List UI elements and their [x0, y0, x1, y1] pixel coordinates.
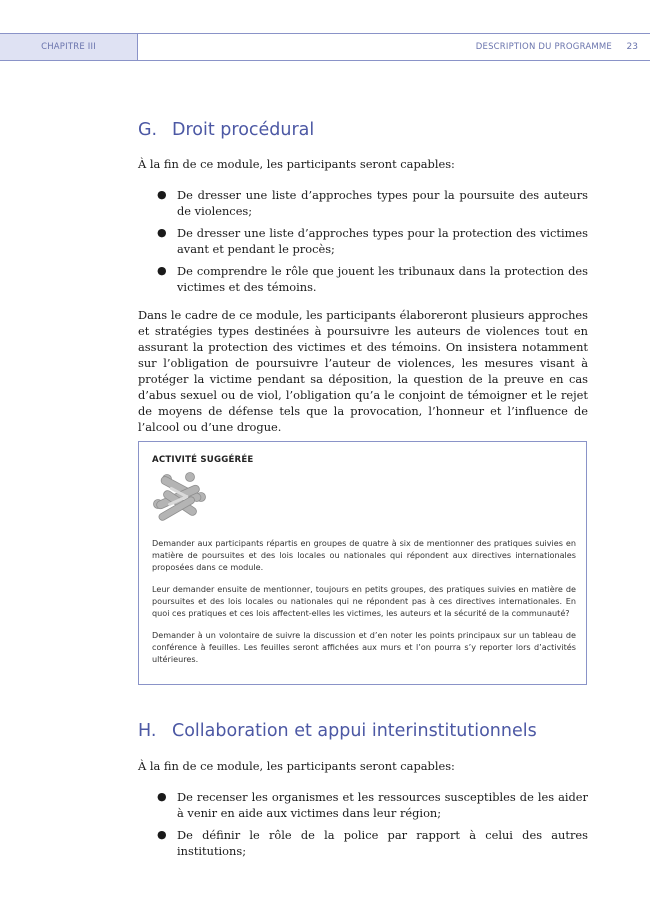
section-g-paragraph: Dans le cadre de ce module, les participants élaboreront plusieurs approches et stratégies types destinées à poursuivre les auteurs de violences tout en assurant la protection des victimes et des témoins. On insistera notamment sur l’obligation de poursuivre l’auteur de violences, les mesures visant à protéger la victime pendant sa déposition, la question de la preuve en cas d’abus sexuel ou de viol, l’obligation qu’a le conjoint de témoigner et le rejet de moyens de défense tels que la provocation, l’honneur et l’influence de l’alcool ou d’une drogue. — [138, 308, 588, 434]
section-h-letter: H. — [138, 721, 157, 741]
list-item: ● De dresser une liste d’approches types pour la poursuite des auteurs de violences; — [157, 188, 588, 218]
section-g-title-text: Droit procédural — [172, 120, 315, 140]
list-item: ● De dresser une liste d’approches types pour la protection des victimes avant et pendant le procès; — [157, 226, 588, 256]
section-h-bullet-list — [138, 789, 588, 865]
list-item: ● De comprendre le rôle que jouent les tribunaux dans la protection des victimes et des témoins. — [157, 264, 588, 294]
section-g-bullet-list — [138, 187, 588, 301]
activity-paragraph: Demander à un volontaire de suivre la discussion et d’en noter les points principaux sur un tableau de conférence à feuilles. Les feuilles seront affichées aux murs et l’on pourra s’y reporter lors d’activités ultérieures. — [152, 630, 576, 664]
section-g-title — [138, 120, 314, 140]
activity-paragraph: Demander aux participants répartis en groupes de quatre à six de mentionner des pratiques suivies en matière de poursuites et des lois locales ou nationales qui répondent aux directives internationales proposées dans ce module. — [152, 538, 576, 572]
bullet-icon: ● — [157, 188, 167, 201]
bullet-icon: ● — [157, 790, 167, 803]
bullet-icon: ● — [157, 226, 167, 239]
section-g-intro: À la fin de ce module, les participants seront capables: — [138, 157, 455, 171]
suggested-activity-box — [138, 441, 587, 685]
people-group-icon — [149, 471, 211, 523]
running-header — [0, 33, 650, 61]
activity-paragraph: Leur demander ensuite de mentionner, toujours en petits groupes, des pratiques suivies en matière de poursuites et des lois locales ou nationales qui ne répondent pas à ces directives internationales. En quoi ces pratiques et ces lois affectent-elles les victimes, les auteurs et la sécurité de la communauté? — [152, 584, 576, 618]
chapter-label: CHAPITRE III — [0, 34, 138, 60]
bullet-icon: ● — [157, 828, 167, 841]
list-item: ● De recenser les organismes et les ressources susceptibles de les aider à venir en aide aux victimes dans leur région; — [157, 790, 588, 820]
section-label: DESCRIPTION DU PROGRAMME — [475, 42, 612, 52]
page-number: 23 — [626, 42, 638, 52]
activity-title: ACTIVITÉ SUGGÉRÉE — [152, 455, 254, 465]
list-item: ● De définir le rôle de la police par rapport à celui des autres institutions; — [157, 828, 588, 858]
section-h-title-text: Collaboration et appui interinstitutionnels — [172, 721, 537, 741]
section-h-title — [138, 721, 537, 741]
section-g-letter: G. — [138, 120, 158, 140]
section-h-intro: À la fin de ce module, les participants seront capables: — [138, 759, 455, 773]
bullet-icon: ● — [157, 264, 167, 277]
